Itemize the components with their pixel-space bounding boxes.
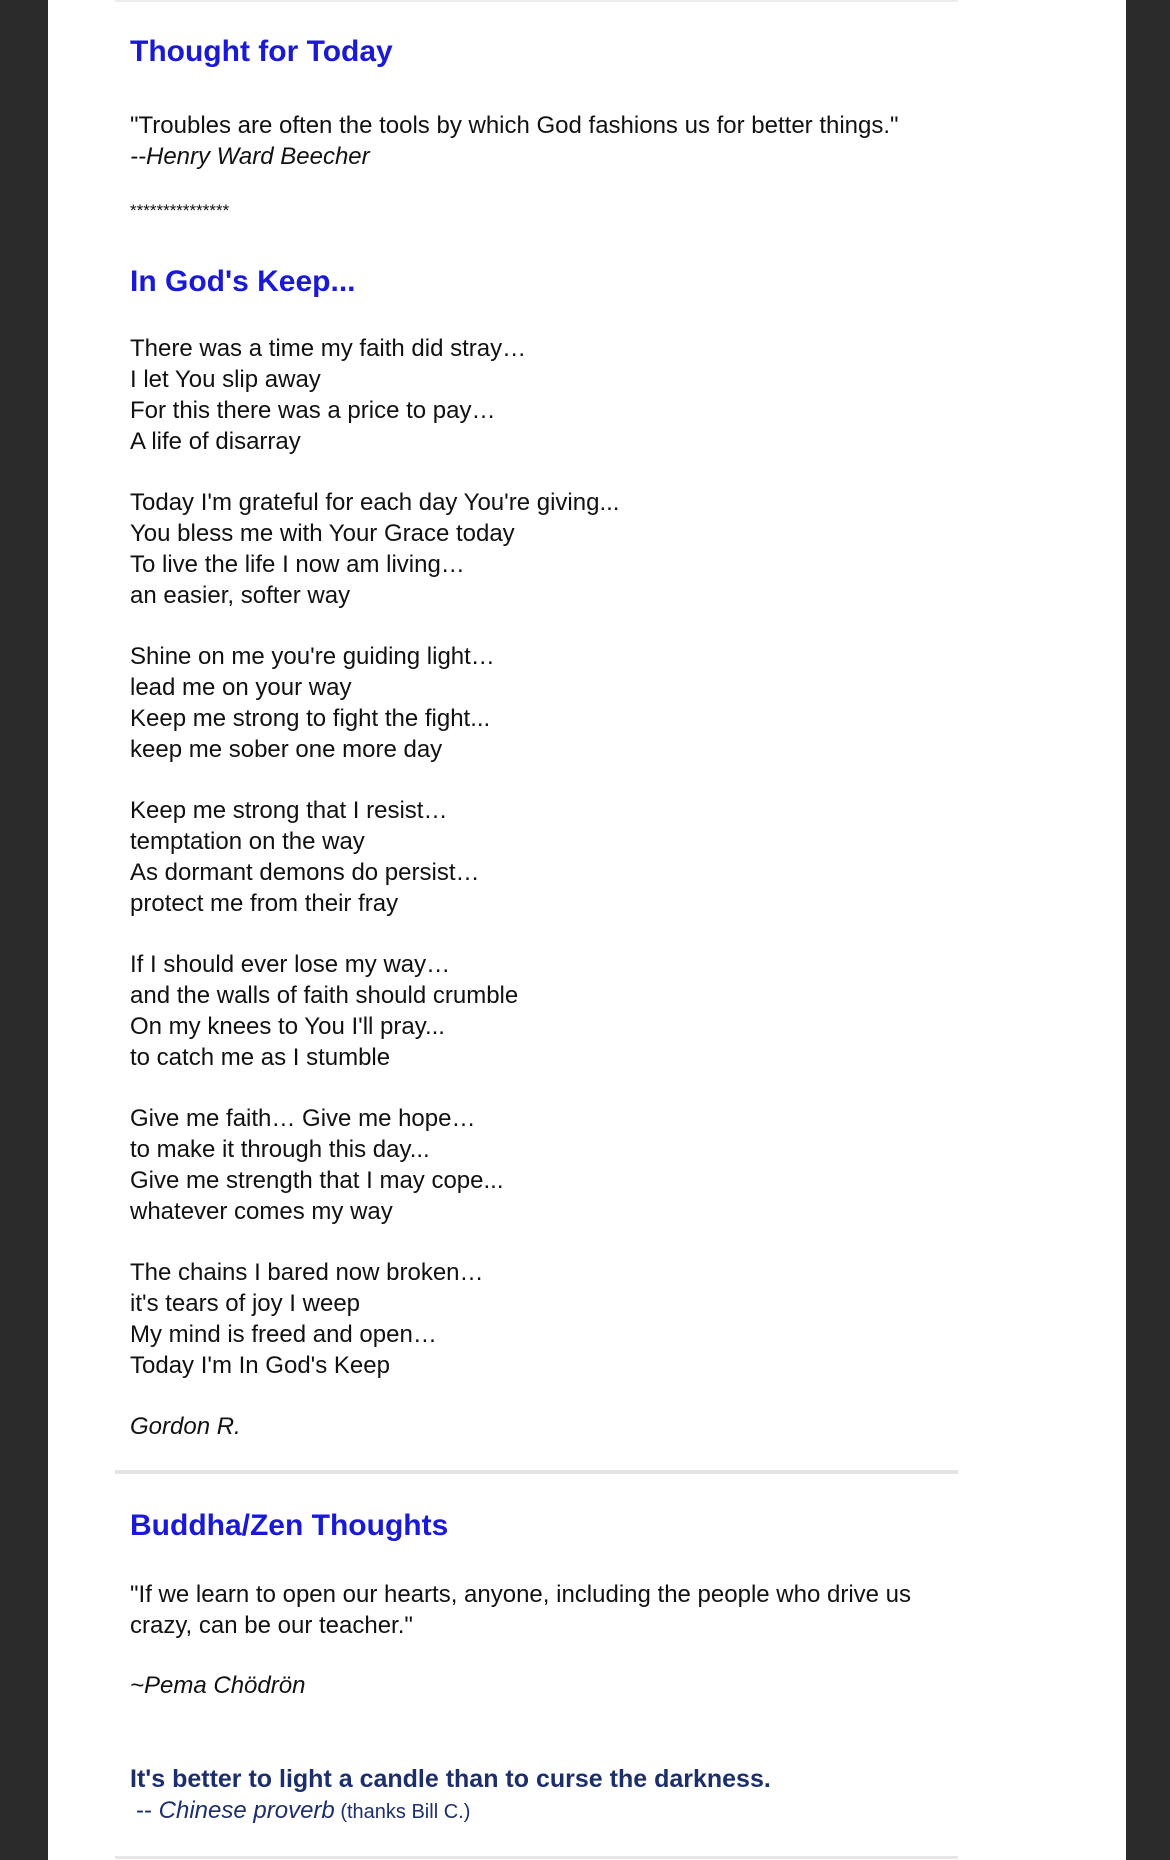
proverb-quote: It's better to light a candle than to curse the darkness. (130, 1765, 771, 1793)
poem-stanza-1 (130, 333, 526, 457)
poem-line: I let You slip away (130, 366, 321, 393)
proverb-source-prefix: -- (136, 1797, 159, 1824)
poem-line: There was a time my faith did stray… (130, 335, 527, 362)
email-page (48, 0, 1126, 1860)
poem-line: Keep me strong to fight the fight... (130, 705, 491, 732)
poem-stanza-5 (130, 949, 518, 1073)
poem-line: To live the life I now am living… (130, 551, 465, 578)
proverb-source-name: Chinese proverb (158, 1797, 335, 1824)
poem-line: Today I'm grateful for each day You're giving... (130, 489, 620, 516)
thought-quote: "Troubles are often the tools by which God fashions us for better things." (130, 112, 899, 139)
poem-line: lead me on your way (130, 674, 352, 701)
poem-line: A life of disarray (130, 428, 301, 455)
buddha-zen-heading: Buddha/Zen Thoughts (130, 1509, 449, 1542)
poem-line: to make it through this day... (130, 1136, 430, 1163)
bottom-divider (115, 1856, 958, 1859)
poem-line: it's tears of joy I weep (130, 1290, 361, 1317)
poem-line: an easier, softer way (130, 582, 351, 609)
buddha-zen-attribution: ~Pema Chödrön (130, 1672, 306, 1699)
poem-title: In God's Keep... (130, 265, 356, 298)
poem-author: Gordon R. (130, 1413, 241, 1440)
poem-line: The chains I bared now broken… (130, 1259, 484, 1286)
poem-line: My mind is freed and open… (130, 1321, 437, 1348)
buddha-zen-quote: "If we learn to open our hearts, anyone, including the people who drive us crazy, can be our teacher." (130, 1581, 912, 1639)
poem-line: and the walls of faith should crumble (130, 982, 519, 1009)
proverb-source (136, 1795, 470, 1828)
poem-line: You bless me with Your Grace today (130, 520, 515, 547)
poem-stanza-2 (130, 487, 619, 611)
thought-for-today-heading: Thought for Today (130, 35, 393, 68)
poem-stanza-6 (130, 1103, 504, 1227)
section-separator: *************** (130, 201, 230, 220)
top-divider (115, 0, 958, 2)
poem-line: As dormant demons do persist… (130, 859, 480, 886)
poem-stanza-3 (130, 641, 495, 765)
poem-line: For this there was a price to pay… (130, 397, 496, 424)
poem-line: Keep me strong that I resist… (130, 797, 448, 824)
poem-line: protect me from their fray (130, 890, 399, 917)
poem-line: Give me faith… Give me hope… (130, 1105, 476, 1132)
poem-line: If I should ever lose my way… (130, 951, 451, 978)
poem-line: Today I'm In God's Keep (130, 1352, 390, 1379)
proverb-source-note: (thanks Bill C.) (334, 1801, 471, 1823)
poem-line: to catch me as I stumble (130, 1044, 391, 1071)
section-divider (115, 1470, 958, 1474)
poem-line: On my knees to You I'll pray... (130, 1013, 445, 1040)
poem-line: temptation on the way (130, 828, 365, 855)
poem-line: whatever comes my way (130, 1198, 393, 1225)
poem-stanza-4 (130, 795, 480, 919)
poem-line: keep me sober one more day (130, 736, 443, 763)
poem-line: Give me strength that I may cope... (130, 1167, 504, 1194)
poem-line: Shine on me you're guiding light… (130, 643, 495, 670)
thought-attribution: --Henry Ward Beecher (130, 143, 370, 170)
poem-stanza-7 (130, 1257, 484, 1381)
